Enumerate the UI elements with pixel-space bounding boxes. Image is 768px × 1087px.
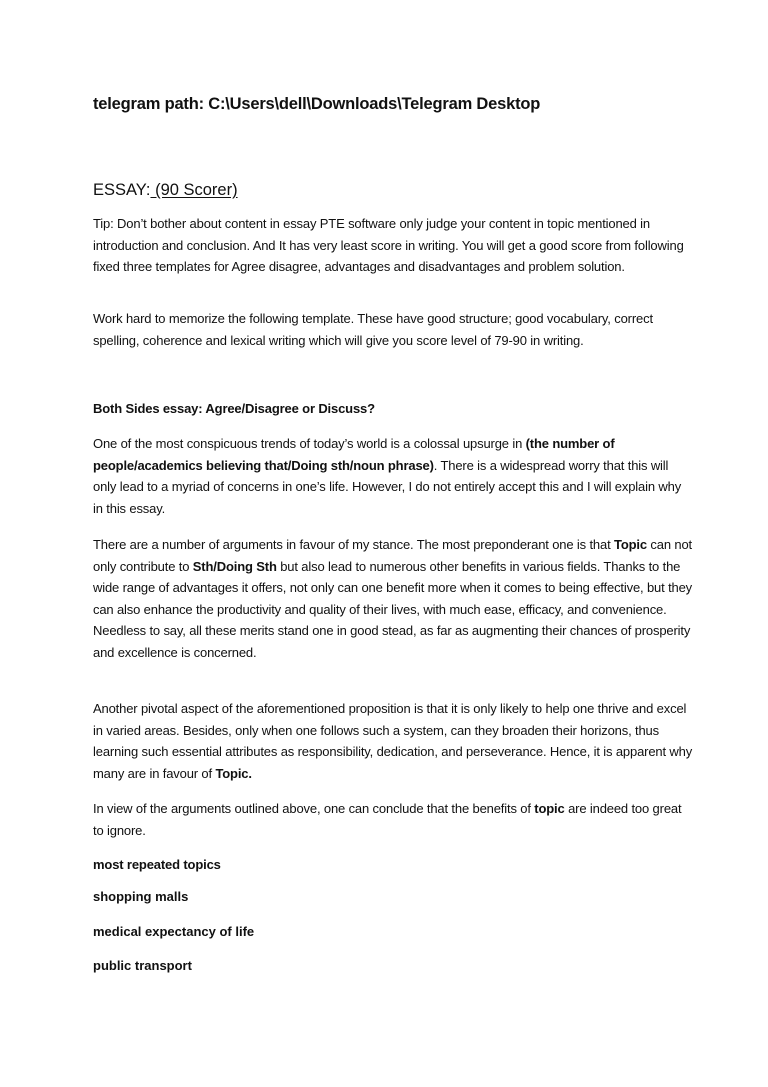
section-title: Both Sides essay: Agree/Disagree or Discuss? bbox=[93, 401, 375, 416]
body1-part1: There are a number of arguments in favour of my stance. The most preponderant one is that bbox=[93, 537, 614, 552]
essay-heading bbox=[93, 181, 238, 200]
conclusion-paragraph bbox=[93, 798, 693, 841]
body1-part3: but also lead to numerous other benefits in various fields. Thanks to the wide range of advantages it offers, not only can one benefit more when it comes to being effective, but they can also enhance the productivity and quality of their lives, with much ease, efficacy, and convenience. Needless to say, all these merits stand one in good stead, as far as augmenting their chances of prosperity and excellence is concerned. bbox=[93, 558, 693, 660]
intro-paragraph bbox=[93, 433, 693, 519]
conclusion-text-before: In view of the arguments outlined above, one can conclude that the benefits of bbox=[93, 801, 535, 816]
topic-item: medical expectancy of life bbox=[93, 924, 255, 939]
telegram-path-line: telegram path: C:\Users\dell\Downloads\Telegram Desktop bbox=[93, 95, 541, 113]
body1-bold-sth: Sth/Doing Sth bbox=[192, 558, 277, 574]
intro-text-after: . There is a widespread worry that this will only lead to a myriad of concerns in one’s life. However, I do not entirely accept this and I will explain why in this essay. bbox=[93, 457, 682, 516]
intro-bold-phrase: (the number of people/academics believing that/Doing sth/noun phrase) bbox=[93, 436, 615, 473]
body1-part2: can not only contribute to bbox=[93, 537, 693, 574]
topics-heading: most repeated topics bbox=[93, 857, 221, 872]
body-paragraph-1 bbox=[93, 534, 693, 663]
tip-paragraph: Tip: Don’t bother about content in essay PTE software only judge your content in topic mentioned in introduction and conclusion. And It has very least score in writing. You will get a good score from following fixed three templates for Agree disagree, advantages and disadvantages and problem solution. bbox=[93, 216, 684, 274]
topic-item: shopping malls bbox=[93, 889, 189, 904]
body-paragraph-2 bbox=[93, 698, 693, 784]
body2-bold-topic: Topic. bbox=[215, 765, 252, 781]
conclusion-bold-topic: topic bbox=[534, 801, 565, 816]
intro-text-before: One of the most conspicuous trends of today’s world is a colossal upsurge in bbox=[93, 436, 526, 451]
essay-heading-prefix: ESSAY: bbox=[93, 181, 151, 199]
work-hard-paragraph: Work hard to memorize the following template. These have good structure; good vocabulary, correct spelling, coherence and lexical writing which will give you score level of 79-90 in writing. bbox=[93, 311, 653, 348]
topic-item: public transport bbox=[93, 958, 192, 973]
body2-text: Another pivotal aspect of the aforementioned proposition is that it is only likely to help one thrive and excel in varied areas. Besides, only when one follows such a system, can they broaden their horizons, thus learning such essential attributes as responsibility, dedication, and perseverance. Hence, it is apparent why many are in favour of bbox=[93, 701, 693, 781]
essay-heading-scorer: (90 Scorer) bbox=[150, 181, 238, 199]
body1-bold-topic: Topic bbox=[614, 537, 647, 552]
conclusion-text-after: are indeed too great to ignore. bbox=[93, 801, 682, 838]
